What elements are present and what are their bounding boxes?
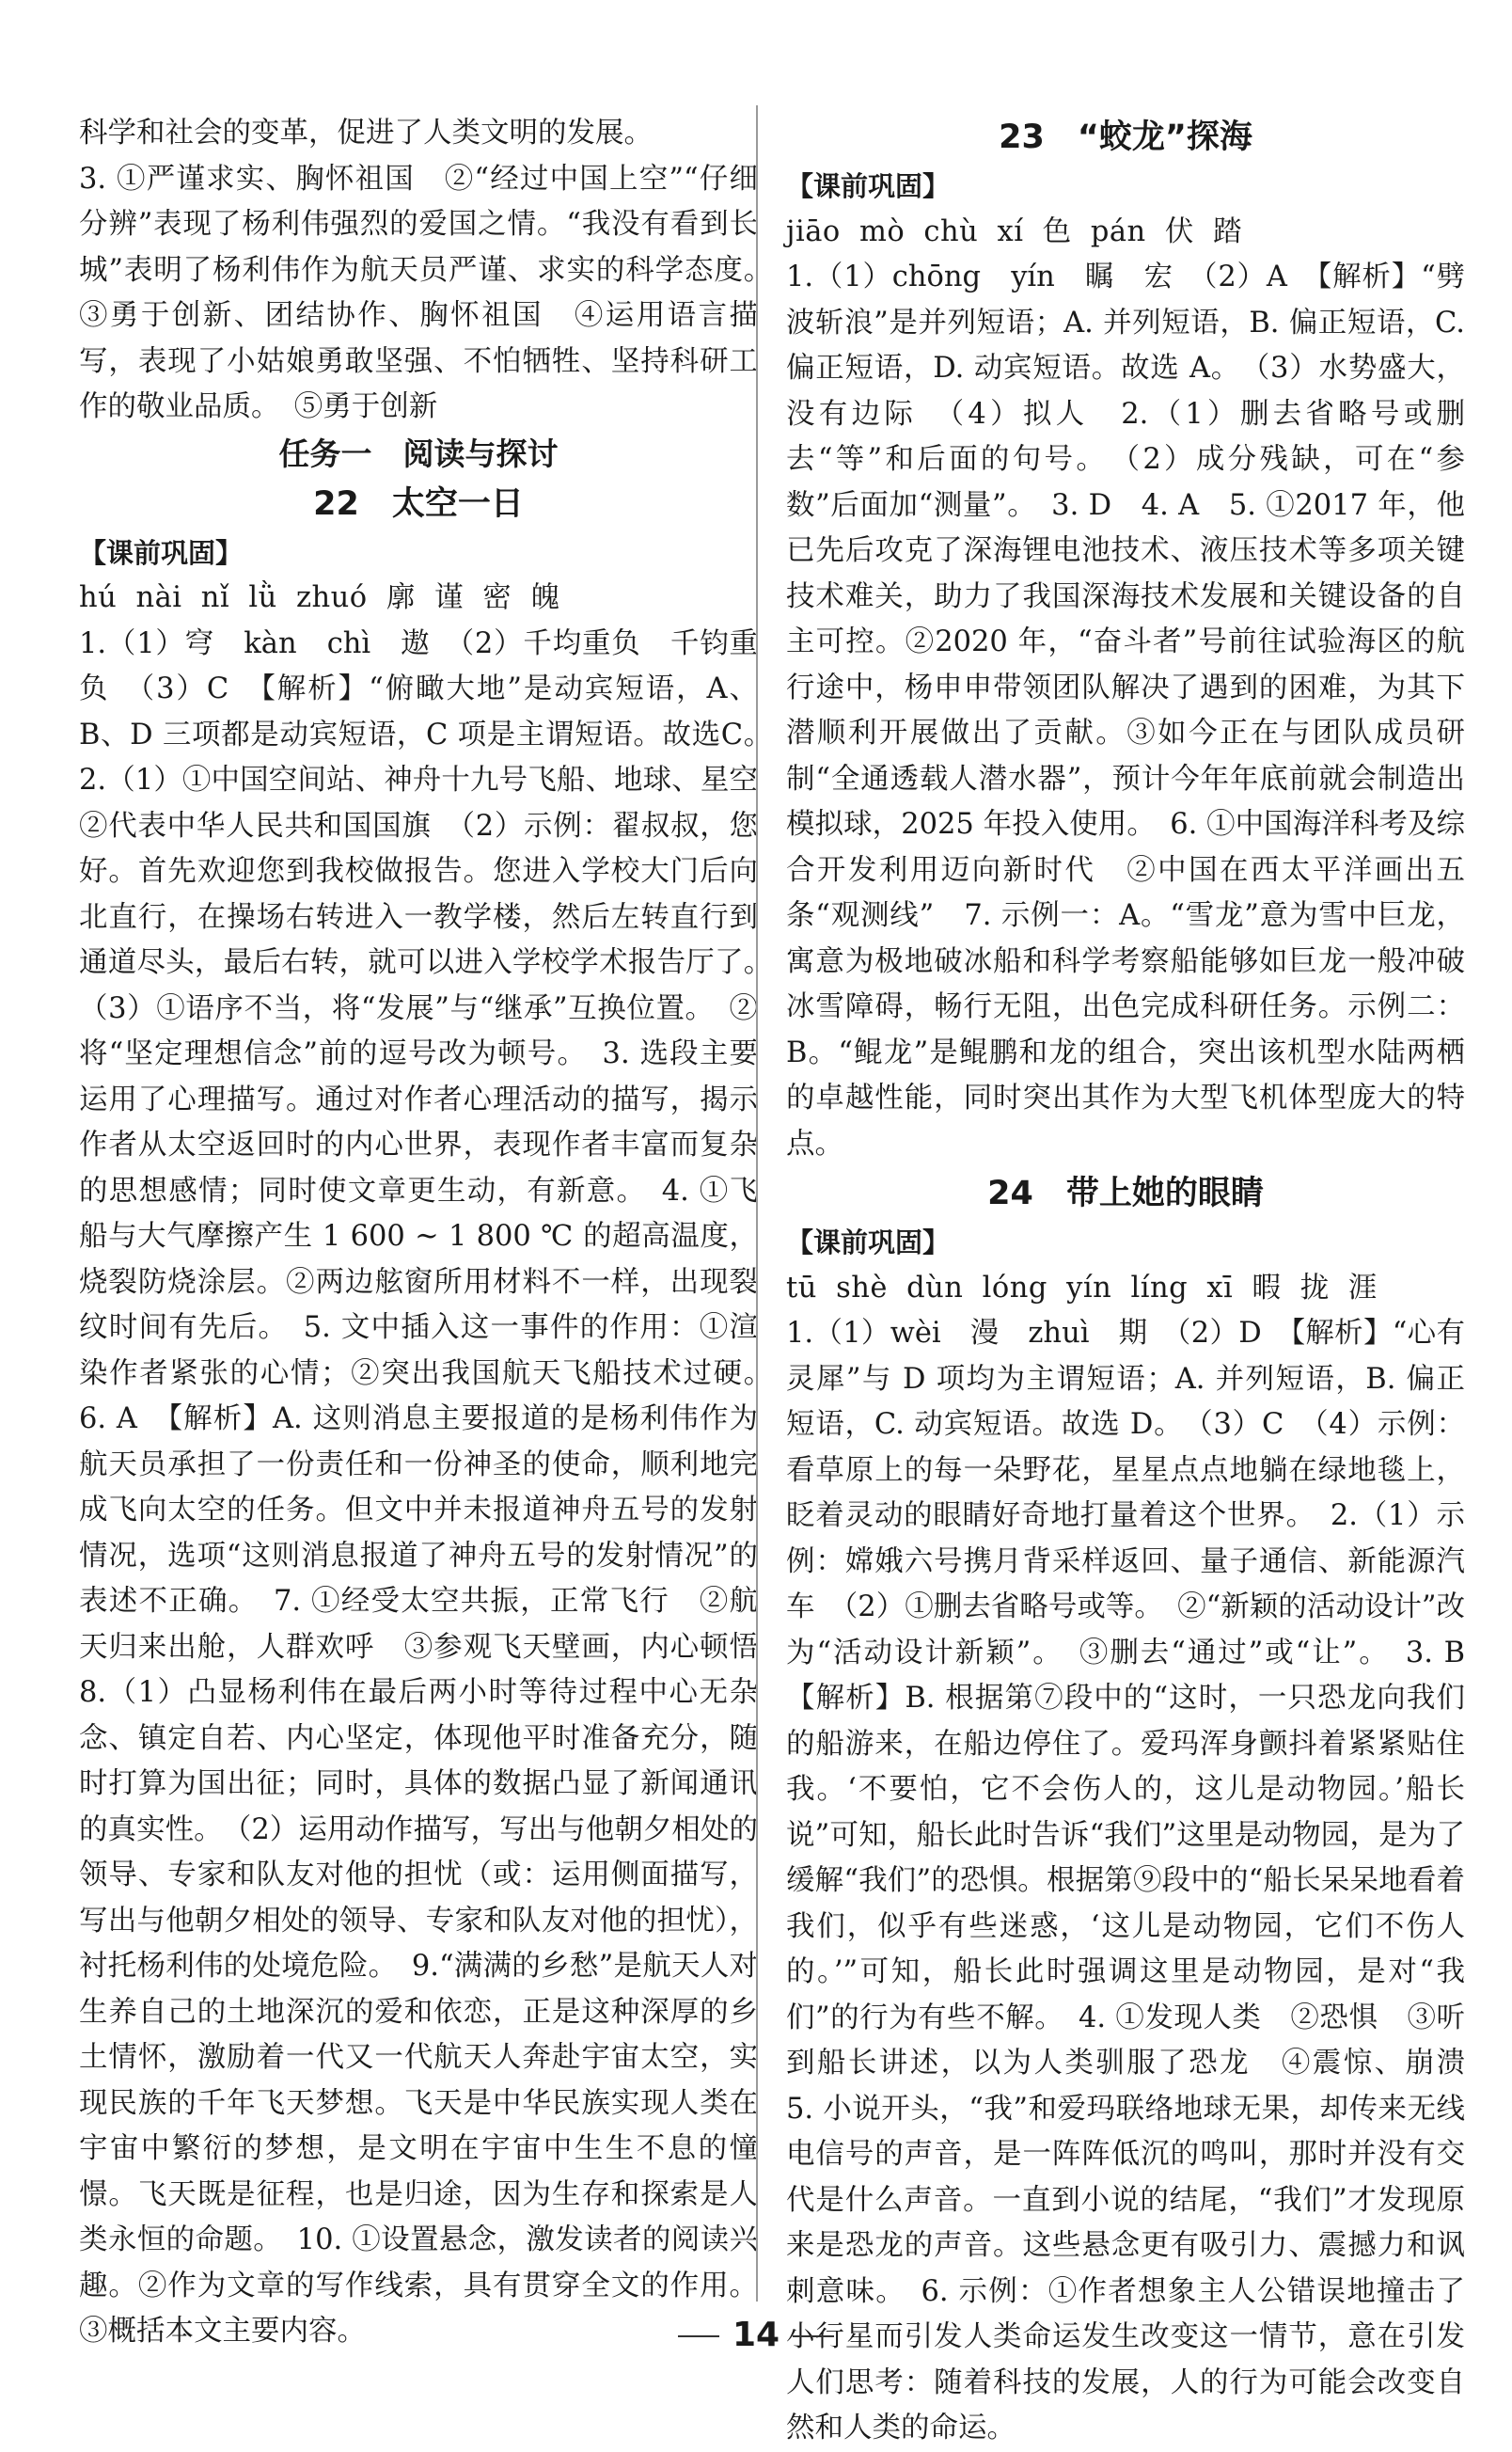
page-number <box>0 2316 1512 2354</box>
dash-right <box>793 2335 834 2337</box>
lesson-23-title: 23 “蛟龙”探海 <box>999 119 1252 156</box>
lesson-23-answers: 1.（1）chōng yín 瞩 宏 （2）A 【解析】“劈波斩浪”是并列短语；A. 并列短语，B. 偏正短语，C. 偏正短语，D. 动宾短语。故选 A。 （3）水势盛大，没有边际 （4）拟人 2.（1）删去省略号或删去“等”和后面的句号。 （2）成分残缺，可在“参数”后面加“测量”。 3. D 4. A 5. ①2017 年，他已先后攻克了深海锂电池技术、液压技术等多项关键技术难关，助力了我国深海技术发展和关键设备的自主可控。②2020 年，“奋斗者”号前往试验海区的航行途中，杨申申带领团队解决了遇到的困难，为其下潜顺利开展做出了贡献。③如今正在与团队成员研制“全通透载人潜水器”，预计今年年底前就会制造出模拟球，2025 年投入使用。 6. ①中国海洋科考及综合开发利用迈向新时代 ②中国在西太平洋画出五条“观测线” 7. 示例一：A。“雪龙”意为雪中巨龙，寓意为极地破冰船和科学考察船能够如巨龙一般冲破冰雪障碍，畅行无阻，出色完成科研任务。示例二：B。“鲲龙”是鲲鹏和龙的组合，突出该机型水陆两栖的卓越性能，同时突出其作为大型飞机体型庞大的特点。 <box>786 261 1465 1161</box>
right-column <box>786 111 1494 2452</box>
section-heading: 【课前巩固】 <box>786 1226 951 1258</box>
lesson-22-answers: 1.（1）穹 kàn chì 遨 （2）千均重负 千钧重负 （3）C 【解析】“俯瞰大地”是动宾短语，A、B、D 三项都是动宾短语，C 项是主谓短语。故选C。 2.（1）①中国空间站、神舟十九号飞船、地球、星空 ②代表中华人民共和国国旗 （2）示例：翟叔叔，您好。首先欢迎您到我校做报告。您进入学校大门后向北直行，在操场右转进入一教学楼，然后左转直行到通道尽头，最后右转，就可以进入学校学术报告厅了。 （3）①语序不当，将“发展”与“继承”互换位置。 ②将“坚定理想信念”前的逗号改为顿号。 3. 选段主要运用了心理描写。通过对作者心理活动的描写，揭示作者从太空返回时的内心世界，表现作者丰富而复杂的思想感情；同时使文章更生动，有新意。 4. ①飞船与大气摩擦产生 1 600 ~ 1 800 ℃ 的超高温度，烧裂防烧涂层。②两边舷窗所用材料不一样，出现裂纹时间有先后。 5. 文中插入这一事件的作用：①渲染作者紧张的心情；②突出我国航天飞船技术过硬。 6. A 【解析】A. 这则消息主要报道的是杨利伟作为航天员承担了一份责任和一份神圣的使命，顺利地完成飞向太空的任务。但文中并未报道神舟五号的发射情况，选项“这则消息报道了神舟五号的发射情况”的表述不正确。 7. ①经受太空共振，正常飞行 ②航天归来出舱，人群欢呼 ③参观飞天壁画，内心顿悟 8.（1）凸显杨利伟在最后两小时等待过程中心无杂念、镇定自若、内心坚定，体现他平时准备充分，随时打算为国出征；同时，具体的数据凸显了新闻通讯的真实性。 （2）运用动作描写，写出与他朝夕相处的领导、专家和队友对他的担忧（或：运用侧面描写，写出与他朝夕相处的领导、专家和队友对他的担忧），衬托杨利伟的处境危险。 9.“满满的乡愁”是航天人对生养自己的土地深沉的爱和依恋，正是这种深厚的乡土情怀，激励着一代又一代航天人奔赴宇宙太空，实现民族的千年飞天梦想。飞天是中华民族实现人类在宇宙中繁衍的梦想，是文明在宇宙中生生不息的憧憬。飞天既是征程，也是归途，因为生存和探索是人类永恒的命题。 10. ①设置悬念，激发读者的阅读兴趣。②作为文章的写作线索，具有贯穿全文的作用。③概括本文主要内容。 <box>79 626 787 2348</box>
column-divider <box>756 105 758 2302</box>
pinyin-line: jiāo mò chù xí 色 pán 伏 踏 <box>786 214 1243 248</box>
left-intro-answer-3: 3. ①严谨求实、胸怀祖国 ②“经过中国上空”“仔细分辨”表现了杨利伟强烈的爱国之情。“我没有看到长城”表明了杨利伟作为航天员严谨、求实的科学态度。 ③勇于创新、团结协作、胸怀祖国 ④运用语言描写，表现了小姑娘勇敢坚强、不怕牺牲、坚持科研工作的敬业品质。 ⑤勇于创新 <box>79 162 787 423</box>
lesson-24-title: 24 带上她的眼睛 <box>987 1175 1264 1212</box>
left-column <box>79 111 787 2355</box>
lesson-24-answers: 1.（1）wèi 漫 zhuì 期 （2）D 【解析】“心有灵犀”与 D 项均为主谓短语；A. 并列短语，B. 偏正短语，C. 动宾短语。故选 D。 （3）C （4）示例：看草原上的每一朵野花，星星点点地躺在绿地毯上，眨着灵动的眼睛好奇地打量着这个世界。 2.（1）示例：嫦娥六号携月背采样返回、量子通信、新能源汽车 （2）①删去省略号或等。 ②“新颖的活动设计”改为“活动设计新颖”。 ③删去“通过”或“让”。 3. B 【解析】B. 根据第⑦段中的“这时，一只恐龙向我们的船游来，在船边停住了。爱玛浑身颤抖着紧紧贴住我。‘不要怕，它不会伤人的，这儿是动物园。’船长说”可知，船长此时告诉“我们”这里是动物园，是为了缓解“我们”的恐惧。根据第⑨段中的“船长呆呆地看着我们，似乎有些迷惑，‘这儿是动物园，它们不伤人的。’”可知，船长此时强调这里是动物园，是对“我们”的行为有些不解。 4. ①发现人类 ②恐惧 ③听到船长讲述，以为人类驯服了恐龙 ④震惊、崩溃 5. 小说开头，“我”和爱玛联络地球无果，却传来无线电信号的声音，是一阵阵低沉的鸣叫，那时并没有交代是什么声音。一直到小说的结尾，“我们”才发现原来是恐龙的声音。这些悬念更有吸引力、震撼力和讽刺意味。 6. 示例：①作者想象主人公错误地撞击了小行星而引发人类命运发生改变这一情节，意在引发人们思考：随着科技的发展，人的行为可能会改变自然和人类的命运。 <box>786 1317 1494 2444</box>
section-heading: 【课前巩固】 <box>786 170 951 202</box>
pinyin-line: hú nài nǐ lǜ zhuó 廓 谨 密 魄 <box>79 581 560 614</box>
left-intro-line: 科学和社会的变革，促进了人类文明的发展。 <box>79 117 653 150</box>
lesson-22-title: 22 太空一日 <box>313 484 524 523</box>
page-number-text: 14 <box>732 2316 780 2354</box>
pinyin-line: tū shè dùn lóng yín líng xī 暇 拢 涯 <box>786 1271 1378 1305</box>
task-title: 任务一 阅读与探讨 <box>278 435 559 472</box>
section-heading: 【课前巩固】 <box>79 536 244 569</box>
dash-left <box>678 2335 719 2337</box>
